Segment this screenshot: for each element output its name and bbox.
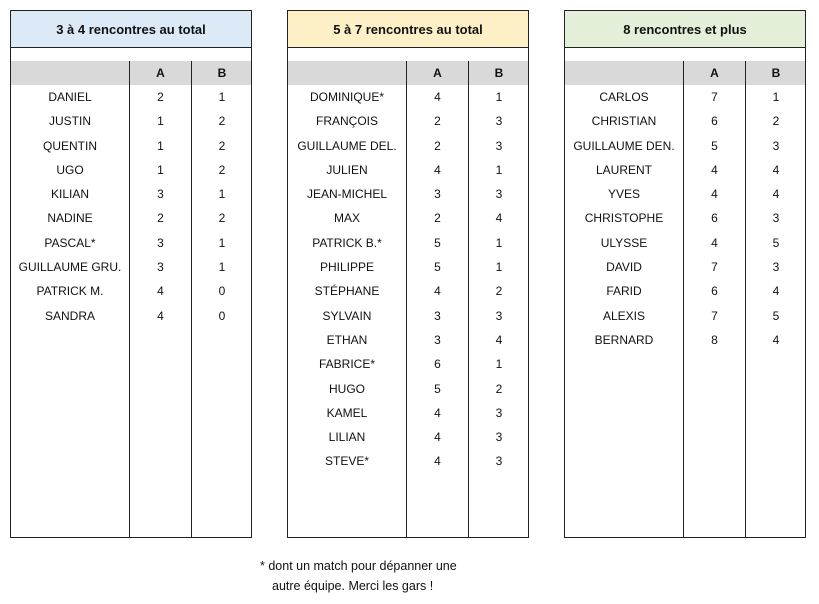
value-b: 2 — [218, 211, 226, 226]
player-name: HUGO — [329, 381, 365, 396]
value-b: 1 — [495, 162, 503, 177]
player-name: SYLVAIN — [322, 308, 372, 323]
value-a: 3 — [434, 187, 441, 202]
value-b: 1 — [772, 90, 780, 104]
player-name: GUILLAUME GRU. — [18, 260, 122, 275]
value-b: 3 — [772, 211, 780, 226]
player-name: BERNARD — [594, 332, 654, 347]
value-a: 4 — [711, 187, 718, 202]
table-row — [288, 328, 528, 352]
value-b: 3 — [495, 430, 503, 445]
player-name: KAMEL — [326, 405, 368, 420]
table-row — [565, 279, 805, 303]
player-list — [565, 85, 805, 352]
value-b: 4 — [772, 284, 780, 299]
table-row — [11, 158, 251, 182]
value-a: 2 — [434, 138, 441, 153]
player-name: JUSTIN — [49, 114, 91, 129]
player-name: KILIAN — [50, 187, 89, 202]
table-row — [11, 182, 251, 206]
player-list — [288, 85, 528, 474]
player-name: PHILIPPE — [319, 260, 375, 275]
player-name: FARID — [606, 284, 642, 299]
value-b: 3 — [495, 405, 503, 420]
table-row — [565, 304, 805, 328]
column-header-b: B — [771, 66, 781, 80]
table-row — [288, 206, 528, 230]
panel-title: 5 à 7 rencontres au total — [288, 11, 528, 48]
value-a: 2 — [157, 211, 164, 226]
value-a: 7 — [711, 260, 718, 275]
player-name: CARLOS — [599, 90, 649, 104]
player-name: DANIEL — [48, 90, 92, 104]
value-a: 6 — [434, 357, 441, 372]
player-name: UGO — [56, 162, 84, 177]
value-b: 4 — [772, 332, 780, 347]
player-name: PATRICK M. — [36, 284, 104, 299]
table-row — [288, 352, 528, 376]
column-header-b: B — [217, 66, 227, 80]
value-a: 4 — [434, 454, 441, 469]
value-b: 1 — [495, 90, 503, 104]
table-row — [288, 158, 528, 182]
table-row — [288, 109, 528, 133]
value-a: 5 — [434, 235, 441, 250]
column-header-a: A — [156, 66, 165, 80]
table-row — [288, 182, 528, 206]
value-a: 5 — [711, 138, 718, 153]
value-b: 3 — [495, 138, 503, 153]
table-row — [11, 206, 251, 230]
value-b: 1 — [218, 187, 226, 202]
table-row — [11, 85, 251, 109]
player-list — [11, 85, 251, 328]
player-name: SANDRA — [44, 308, 95, 323]
player-name: GUILLAUME DEL. — [297, 138, 397, 153]
value-a: 4 — [157, 308, 164, 323]
value-b: 3 — [495, 187, 503, 202]
value-a: 1 — [157, 114, 164, 129]
table-row — [565, 182, 805, 206]
value-a: 8 — [711, 332, 718, 347]
value-b: 3 — [495, 114, 503, 129]
value-a: 6 — [711, 284, 718, 299]
value-b: 3 — [772, 138, 780, 153]
table-row — [288, 255, 528, 279]
footnote-line: autre équipe. Merci les gars ! — [272, 579, 434, 593]
footnote — [260, 556, 560, 596]
panel-title: 3 à 4 rencontres au total — [11, 11, 251, 48]
value-b: 2 — [495, 284, 503, 299]
panel-5-7 — [287, 10, 529, 538]
table-row — [288, 377, 528, 401]
table-row — [11, 255, 251, 279]
panel-title: 8 rencontres et plus — [565, 11, 805, 48]
value-b: 1 — [495, 357, 503, 372]
value-a: 4 — [434, 284, 441, 299]
table-row — [565, 134, 805, 158]
value-b: 2 — [218, 114, 226, 129]
value-a: 4 — [434, 405, 441, 420]
player-name: NADINE — [47, 211, 93, 226]
panel-3-4 — [10, 10, 252, 538]
value-b: 4 — [772, 162, 780, 177]
value-a: 4 — [434, 162, 441, 177]
player-name: FRANÇOIS — [315, 114, 378, 129]
table-row — [565, 158, 805, 182]
table-row — [11, 304, 251, 328]
value-a: 3 — [434, 308, 441, 323]
value-b: 1 — [218, 260, 226, 275]
value-b: 3 — [772, 260, 780, 275]
footnote-line: * dont un match pour dépanner une — [260, 559, 457, 573]
player-name: MAX — [333, 211, 360, 226]
value-b: 5 — [772, 235, 780, 250]
player-name: DOMINIQUE* — [309, 90, 384, 104]
value-a: 6 — [711, 114, 718, 129]
player-name: ULYSSE — [600, 235, 648, 250]
value-a: 7 — [711, 90, 718, 104]
table-row — [565, 206, 805, 230]
player-name: ALEXIS — [602, 308, 646, 323]
table-row — [565, 85, 805, 109]
player-name: CHRISTIAN — [591, 114, 657, 129]
table-row — [565, 231, 805, 255]
value-a: 2 — [434, 114, 441, 129]
value-a: 3 — [157, 260, 164, 275]
value-a: 6 — [711, 211, 718, 226]
value-a: 3 — [434, 332, 441, 347]
table-row — [11, 231, 251, 255]
table-row — [11, 109, 251, 133]
value-a: 4 — [711, 235, 718, 250]
player-name: PASCAL* — [44, 235, 96, 250]
table-row — [288, 134, 528, 158]
value-b: 0 — [218, 284, 226, 299]
player-name: ETHAN — [326, 332, 368, 347]
player-name: JEAN-MICHEL — [306, 187, 387, 202]
value-a: 1 — [157, 162, 164, 177]
table-row — [288, 231, 528, 255]
value-a: 5 — [434, 381, 441, 396]
player-name: STÉPHANE — [314, 284, 380, 299]
player-name: CHRISTOPHE — [584, 211, 664, 226]
player-name: YVES — [607, 187, 640, 202]
panel-8-plus — [564, 10, 806, 538]
player-name: STEVE* — [324, 454, 369, 469]
table-row — [288, 401, 528, 425]
table-row — [11, 279, 251, 303]
table-row — [288, 279, 528, 303]
value-a: 4 — [711, 162, 718, 177]
value-b: 1 — [495, 235, 503, 250]
table-row — [565, 255, 805, 279]
value-b: 4 — [495, 211, 503, 226]
column-header-a: A — [710, 66, 719, 80]
table-row — [288, 304, 528, 328]
value-b: 1 — [495, 260, 503, 275]
value-a: 3 — [157, 235, 164, 250]
value-b: 4 — [495, 332, 503, 347]
value-a: 4 — [157, 284, 164, 299]
player-name: LILIAN — [328, 430, 366, 445]
column-header-a: A — [433, 66, 442, 80]
player-name: PATRICK B.* — [312, 235, 382, 250]
value-b: 3 — [495, 454, 503, 469]
value-b: 1 — [218, 90, 226, 104]
value-b: 2 — [495, 381, 503, 396]
value-a: 3 — [157, 187, 164, 202]
value-a: 2 — [157, 90, 164, 104]
table-row — [565, 109, 805, 133]
value-b: 2 — [218, 138, 226, 153]
value-a: 1 — [157, 138, 164, 153]
player-name: FABRICE* — [318, 357, 375, 372]
table-row — [288, 449, 528, 473]
player-name: LAURENT — [595, 162, 652, 177]
column-header-b: B — [494, 66, 504, 80]
table-row — [565, 328, 805, 352]
table-row — [288, 425, 528, 449]
player-name: DAVID — [606, 260, 642, 275]
value-b: 1 — [218, 235, 226, 250]
value-a: 7 — [711, 308, 718, 323]
table-row — [288, 85, 528, 109]
value-b: 5 — [772, 308, 780, 323]
player-name: JULIEN — [326, 162, 368, 177]
value-b: 3 — [495, 308, 503, 323]
value-a: 4 — [434, 90, 441, 104]
value-b: 4 — [772, 187, 780, 202]
player-name: QUENTIN — [43, 138, 97, 153]
player-name: GUILLAUME DEN. — [573, 138, 675, 153]
value-b: 2 — [772, 114, 780, 129]
value-a: 4 — [434, 430, 441, 445]
value-a: 2 — [434, 211, 441, 226]
value-a: 5 — [434, 260, 441, 275]
table-row — [11, 134, 251, 158]
value-b: 0 — [218, 308, 226, 323]
value-b: 2 — [218, 162, 226, 177]
